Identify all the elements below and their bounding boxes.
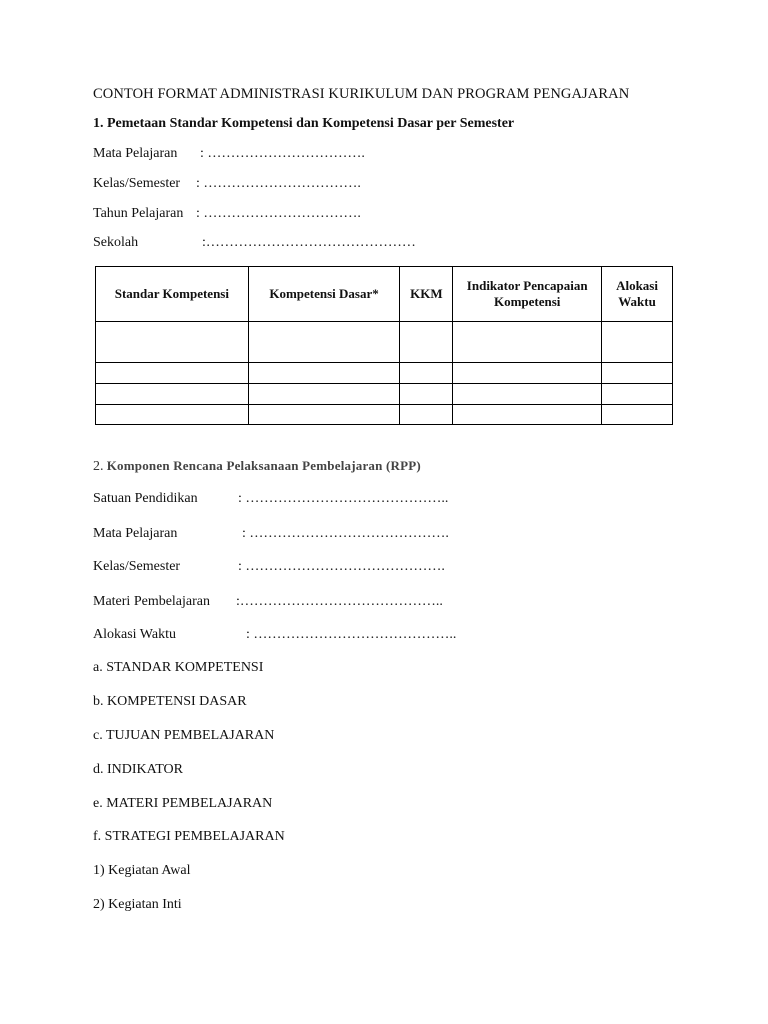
field-label: Kelas/Semester: [93, 559, 181, 574]
field-value: : ……………………………………..: [238, 491, 449, 506]
table-cell[interactable]: [96, 363, 249, 384]
table-cell[interactable]: [96, 384, 249, 405]
table-cell[interactable]: [248, 363, 400, 384]
table-cell[interactable]: [453, 405, 602, 425]
table-cell[interactable]: [400, 384, 453, 405]
table-cell[interactable]: [453, 322, 602, 363]
field-value: : ……………………………………..: [246, 627, 457, 642]
table-cell[interactable]: [400, 405, 453, 425]
table-cell[interactable]: [602, 322, 673, 363]
document-title: CONTOH FORMAT ADMINISTRASI KURIKULUM DAN PROGRAM PENGAJARAN: [93, 86, 630, 102]
field-label: Satuan Pendidikan: [93, 491, 198, 506]
table-cell[interactable]: [248, 384, 400, 405]
section-1-heading: 1. Pemetaan Standar Kompetensi dan Kompetensi Dasar per Semester: [93, 116, 515, 131]
item-kompetensi-dasar: b. KOMPETENSI DASAR: [93, 694, 247, 709]
item-kegiatan-awal: 1) Kegiatan Awal: [93, 863, 191, 878]
column-header-indikator: Indikator Pencapaian Kompetensi: [453, 267, 602, 322]
table-header-row: [96, 267, 673, 322]
item-materi-pembelajaran: e. MATERI PEMBELAJARAN: [93, 796, 273, 811]
table-cell[interactable]: [400, 363, 453, 384]
section-2-heading: [93, 458, 421, 475]
table-row: [96, 405, 673, 425]
field-label: Tahun Pelajaran: [93, 206, 184, 221]
column-header-alokasi-waktu: Alokasi Waktu: [602, 267, 673, 322]
table-cell[interactable]: [453, 363, 602, 384]
table-cell[interactable]: [96, 405, 249, 425]
field-label: Mata Pelajaran: [93, 526, 178, 541]
table-cell[interactable]: [453, 384, 602, 405]
column-header-standar-kompetensi: Standar Kompetensi: [96, 267, 249, 322]
item-indikator: d. INDIKATOR: [93, 762, 183, 777]
table-row: [96, 384, 673, 405]
table-cell[interactable]: [248, 405, 400, 425]
item-kegiatan-inti: 2) Kegiatan Inti: [93, 897, 182, 912]
column-header-kompetensi-dasar: Kompetensi Dasar*: [248, 267, 400, 322]
section-2-title: Komponen Rencana Pelaksanaan Pembelajaran (RPP): [106, 458, 421, 473]
field-value: : …………………………………….: [238, 559, 445, 574]
table-cell[interactable]: [602, 363, 673, 384]
field-value: : …………………………….: [196, 176, 361, 191]
field-label: Alokasi Waktu: [93, 627, 176, 642]
table-row: [96, 363, 673, 384]
field-value: : …………………………….: [200, 146, 365, 161]
column-header-kkm: KKM: [400, 267, 453, 322]
table-cell[interactable]: [400, 322, 453, 363]
field-value: :………………………………………: [202, 235, 416, 250]
field-value: : …………………………….: [196, 206, 361, 221]
field-label: Sekolah: [93, 235, 139, 250]
table-cell[interactable]: [602, 384, 673, 405]
table-row: [96, 322, 673, 363]
field-label: Materi Pembelajaran: [93, 594, 211, 609]
field-label: Mata Pelajaran: [93, 146, 178, 161]
section-2-number: 2.: [93, 459, 104, 474]
field-value: : …………………………………….: [242, 526, 449, 541]
item-tujuan-pembelajaran: c. TUJUAN PEMBELAJARAN: [93, 728, 275, 743]
table-cell[interactable]: [248, 322, 400, 363]
table-cell[interactable]: [96, 322, 249, 363]
item-standar-kompetensi: a. STANDAR KOMPETENSI: [93, 660, 264, 675]
table-cell[interactable]: [602, 405, 673, 425]
field-value: :……………………………………..: [236, 594, 443, 609]
field-label: Kelas/Semester: [93, 176, 181, 191]
competency-mapping-table: [95, 266, 673, 425]
item-strategi-pembelajaran: f. STRATEGI PEMBELAJARAN: [93, 829, 285, 844]
